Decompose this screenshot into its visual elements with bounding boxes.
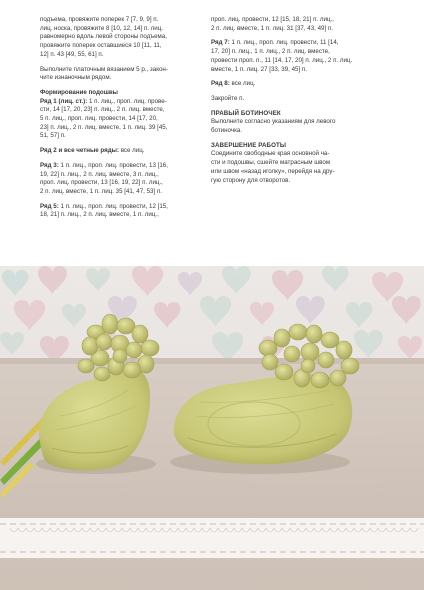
row-1-label: Ряд 1 (лиц. ст.): <box>40 97 88 105</box>
row-5-continuation: проп. лиц. провести, 12 [15, 18, 21] п. лиц., 2 п. лиц. вместе, 1 п. лиц. 31 [37, 43, 49] п. <box>211 16 334 32</box>
booties-photo <box>0 266 424 590</box>
finishing-text: Соедините свободные края основной ча- сти и подошвы, сшейте матрасным швом или швом «назад иголку», перейдя на дру- гую сторону для отворотов. <box>211 150 335 184</box>
garter-paragraph: Выполните платочным вязанием 5 р., закон- чите изнаночным рядом. <box>40 65 168 82</box>
booties-illustration <box>0 266 424 590</box>
finishing-heading: ЗАВЕРШЕНИЕ РАБОТЫ <box>211 141 287 149</box>
row-7-label: Ряд 7: <box>211 39 230 47</box>
row-1-instruction <box>40 98 200 142</box>
row-7-text: 1 п. лиц., проп. лиц. провести, 11 [14, 17, 20] п. лиц., 1 п. лиц., 2 п. лиц. вместе, провести проп. п., 11 [14, 17, 20] п. лиц., 2 п. лиц. вместе, 1 п. лиц. 27 [33, 39, 45] п. <box>211 39 353 73</box>
row-3-instruction <box>40 162 200 197</box>
row-2-label: Ряд 2 и все четные ряды: <box>40 147 119 155</box>
fabric-ribbon <box>0 518 424 590</box>
row-8-text: все лиц. <box>229 80 256 88</box>
row-5-text: 1 п. лиц., проп. лиц. провести, 12 [15, 18, 21] п. лиц., 2 п. лиц. вместе, 1 п. лиц., <box>40 202 168 219</box>
instruction-text-area <box>0 0 424 266</box>
right-bootie-heading: ПРАВЫЙ БОТИНОЧЕК <box>211 109 281 117</box>
intro-paragraph: подъема, провяжите поперек 7 [7, 9, 9] п. лиц. носка, провяжите 8 [10, 12, 14] п. лиц. равномерно вдоль левой стороны подъема, провяжите поперек оставшиеся 10 [11, 11, 12] п. 43 [49, 55, 61] п. <box>40 16 167 58</box>
row-2-instruction <box>40 147 200 156</box>
row-5-instruction <box>40 203 200 220</box>
row-3-text: 1 п. лиц., проп. лиц. провести, 13 [16, 19, 22] п. лиц., 2 п. лиц. вместе, 3 п. лиц., проп. лиц. провести, 13 [16, 19, 22] п. лиц., 2 п. лиц. вместе, 1 п. лиц. 35 [41, 47, 53] п. <box>40 161 168 195</box>
row-1-text: 1 п. лиц., проп. лиц. прове- сти, 14 [17, 20, 23] п. лиц., 2 п. лиц. вместе, 5 п. лиц., проп. лиц. провести, 14 [17, 20, 23] п. лиц., 2 п. лиц. вместе, 1 п. лиц. 39 [45, 51, 57] п. <box>40 97 168 140</box>
row-2-text: все лиц. <box>118 147 145 155</box>
right-bootie-text: Выполните согласно указаниям для левого ботиночка. <box>211 118 336 135</box>
row-3-label: Ряд 3: <box>40 161 59 169</box>
row-5-label: Ряд 5: <box>40 202 59 210</box>
row-8-label: Ряд 8: <box>211 80 230 88</box>
close-paragraph: Закройте п. <box>211 94 245 102</box>
sole-heading: Формирование подошвы <box>40 88 118 96</box>
row-8-instruction <box>211 80 375 89</box>
left-column <box>40 16 200 220</box>
row-7-instruction <box>211 39 375 74</box>
right-column <box>211 16 375 191</box>
